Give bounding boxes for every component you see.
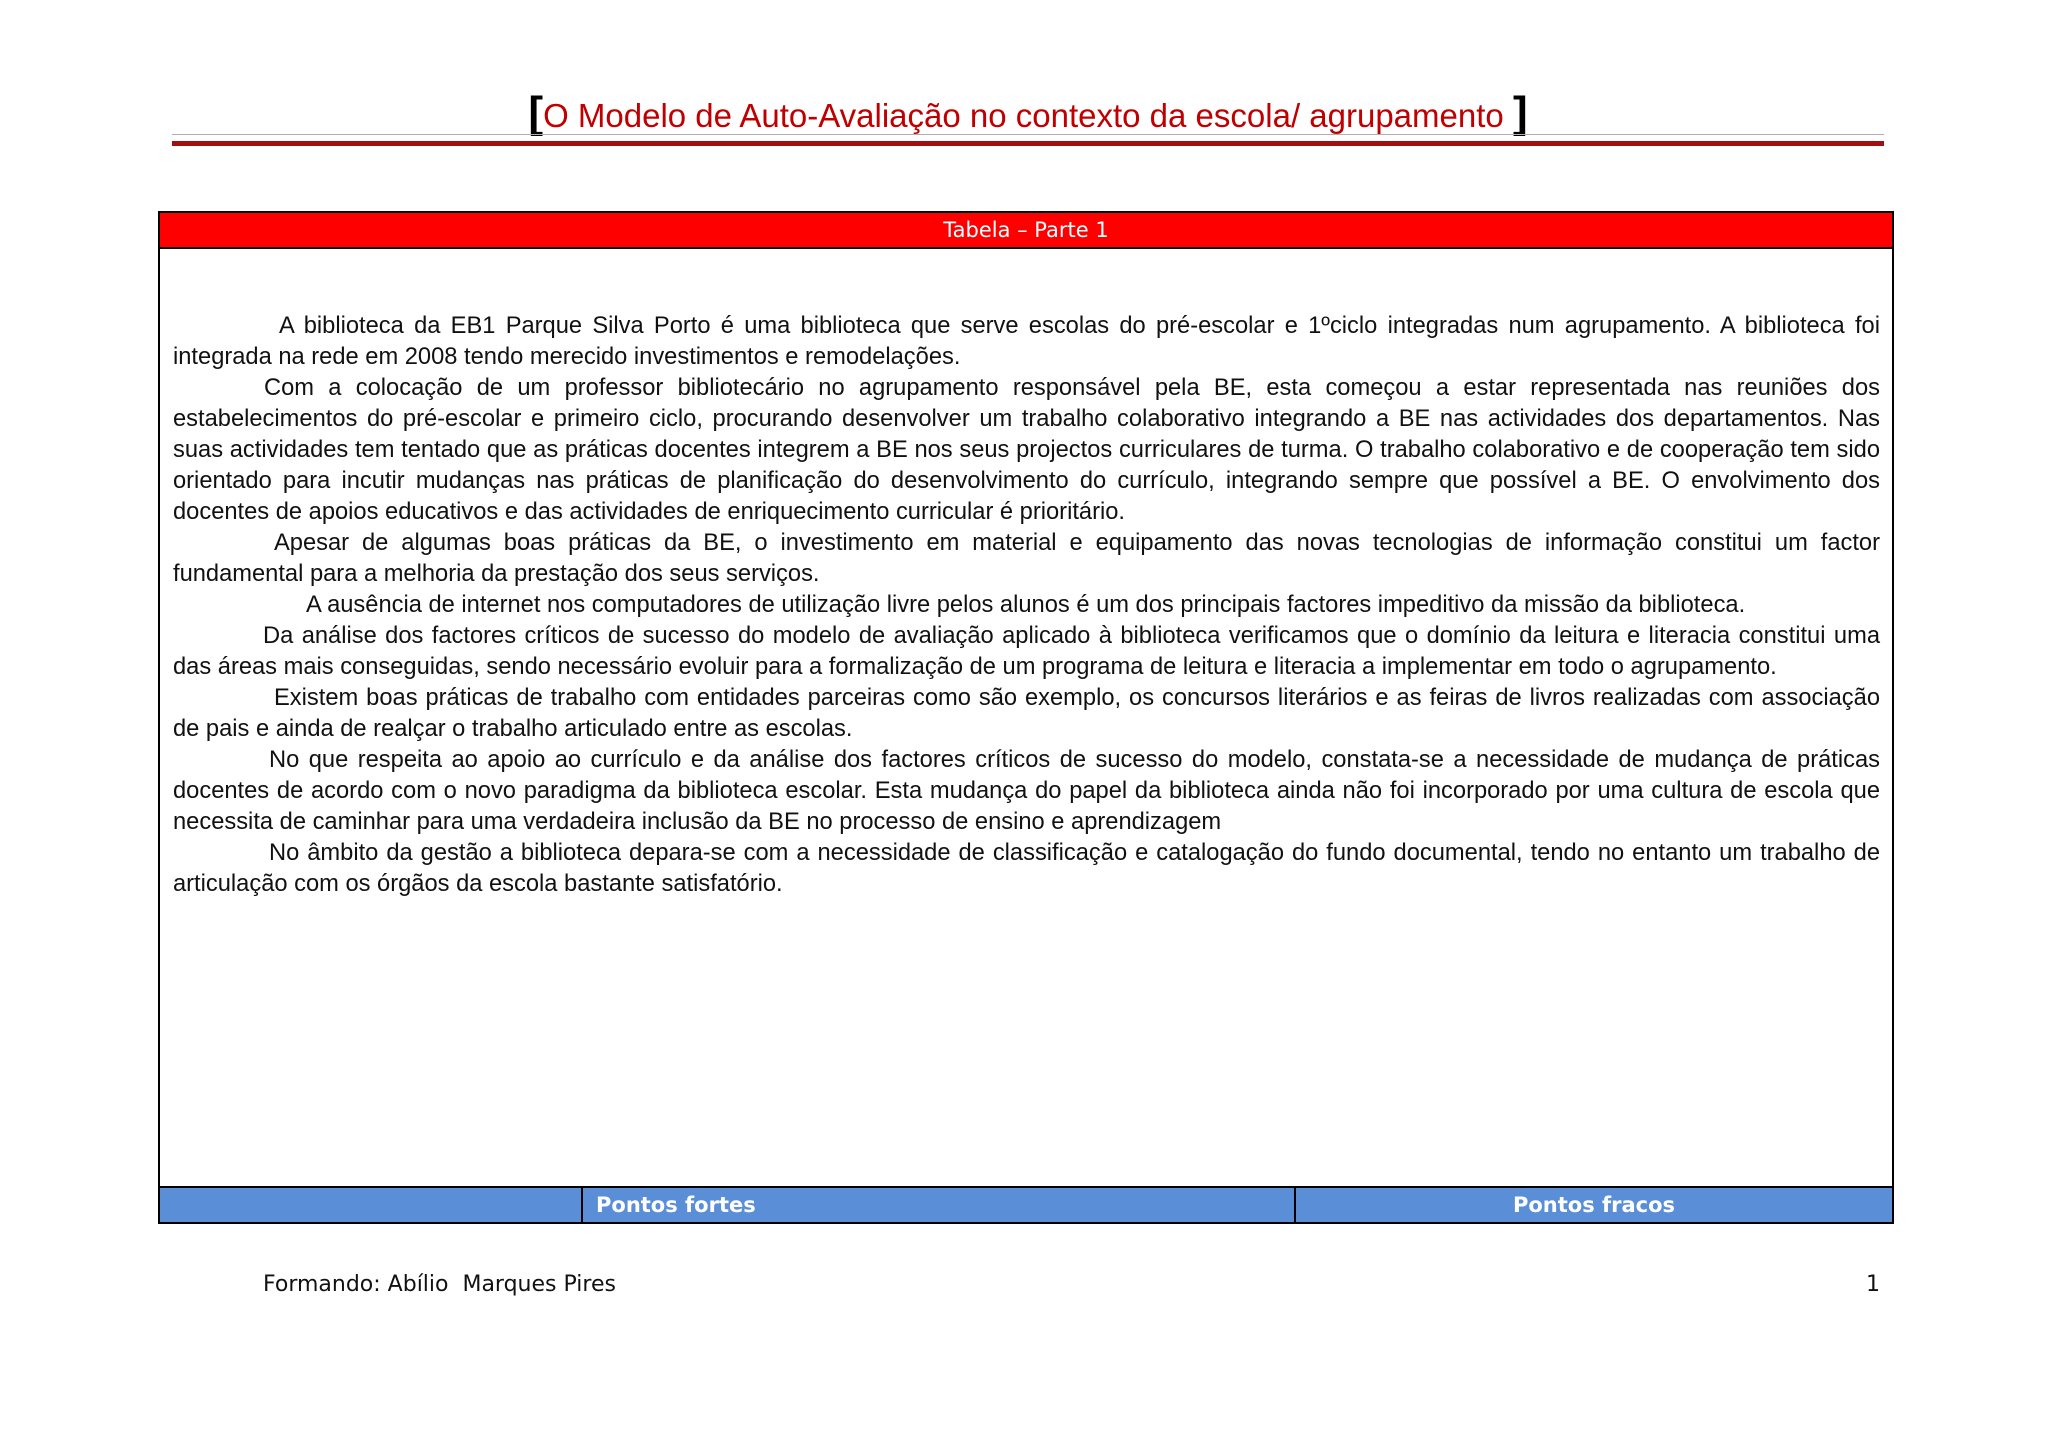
header-close-bracket: ] xyxy=(1512,88,1528,137)
paragraph-8: No âmbito da gestão a biblioteca depara-se com a necessidade de classificação e catalogação do fundo documental, tendo no entanto um trabalho de articulação com os órgãos da escola bastante satisfatório. xyxy=(173,840,1880,897)
weaknesses-header: Pontos fracos xyxy=(1512,1193,1676,1217)
paragraph-5: Da análise dos factores críticos de sucesso do modelo de avaliação aplicado à biblioteca verificamos que o domínio da leitura e literacia constitui uma das áreas mais conseguidas, sendo necessário evoluir para a formalização de um programa de leitura e literacia a implementar em todo o agrupamento. xyxy=(173,623,1880,680)
paragraph-1: A biblioteca da EB1 Parque Silva Porto é uma biblioteca que serve escolas do pré-escolar e 1ºciclo integradas num agrupamento. A biblioteca foi integrada na rede em 2008 tendo merecido investimentos e remodelações. xyxy=(173,313,1880,370)
header-divider-thin xyxy=(172,134,1884,135)
header-open-bracket: [ xyxy=(528,88,544,137)
strengths-header: Pontos fortes xyxy=(583,1188,1296,1222)
paragraph-2: Com a colocação de um professor bibliotecário no agrupamento responsável pela BE, esta começou a estar representada nas reuniões dos estabelecimentos do pré-escolar e primeiro ciclo, procurando desenvolver um trabalho colaborativo integrando a BE nas actividades dos departamentos. Nas suas actividades tem tentado que as práticas docentes integrem a BE nos seus projectos curriculares de turma. O trabalho colaborativo e de cooperação tem sido orientado para incutir mudanças nas práticas de planificação do desenvolvimento do currículo, integrando sempre que possível a BE. O envolvimento dos docentes de apoios educativos e das actividades de enriquecimento curricular é prioritário. xyxy=(173,375,1880,525)
header-divider-thick xyxy=(172,141,1884,146)
empty-cell xyxy=(160,1188,583,1222)
paragraph-3: Apesar de algumas boas práticas da BE, o investimento em material e equipamento das novas tecnologias de informação constitui um factor fundamental para a melhoria da prestação dos seus serviços. xyxy=(173,530,1880,587)
author-footer: Formando: Abílio Marques Pires xyxy=(263,1272,616,1297)
page-number: 1 xyxy=(1866,1272,1880,1297)
table-footer-row xyxy=(160,1186,1892,1222)
evaluation-table xyxy=(158,211,1894,1224)
paragraph-7: No que respeita ao apoio ao currículo e da análise dos factores críticos de sucesso do modelo, constata-se a necessidade de mudança de práticas docentes de acordo com o novo paradigma da biblioteca escolar. Esta mudança do papel da biblioteca ainda não foi incorporado por uma cultura de escola que necessita de caminhar para uma verdadeira inclusão da BE no processo de ensino e aprendizagem xyxy=(173,747,1880,835)
paragraph-4: A ausência de internet nos computadores de utilização livre pelos alunos é um dos principais factores impeditivo da missão da biblioteca. xyxy=(306,592,1746,618)
paragraph-6: Existem boas práticas de trabalho com entidades parceiras como são exemplo, os concursos literários e as feiras de livros realizadas com associação de pais e ainda de realçar o trabalho articulado entre as escolas. xyxy=(173,685,1880,742)
header-title: O Modelo de Auto-Avaliação no contexto da escola/ agrupamento xyxy=(543,97,1504,134)
table-body xyxy=(160,249,1892,1190)
table-title: Tabela – Parte 1 xyxy=(160,213,1892,249)
